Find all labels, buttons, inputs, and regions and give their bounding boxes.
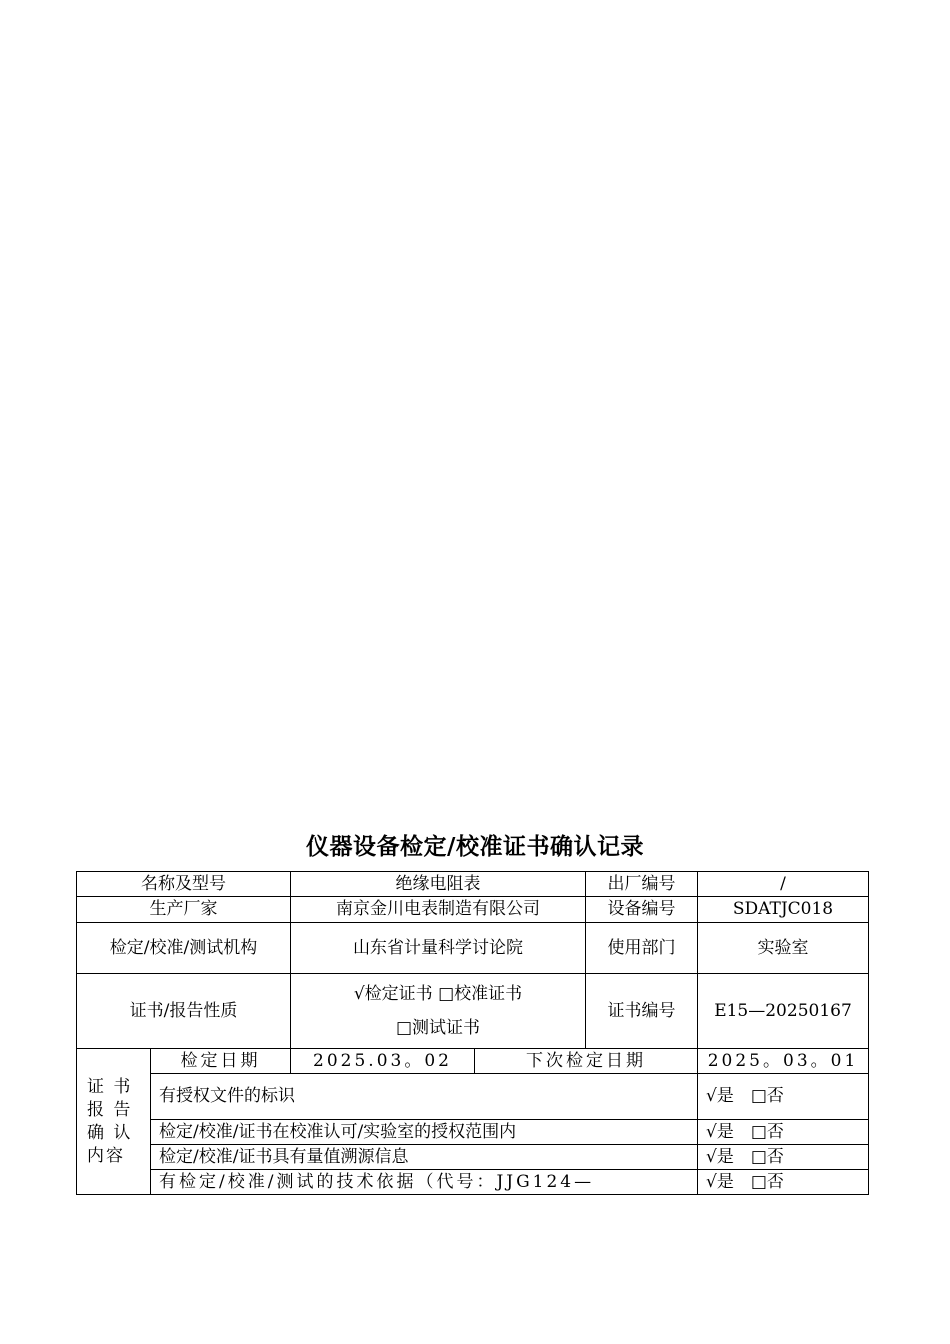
- confirmation-record-table: [76, 871, 869, 1195]
- equipment-no-label: 设备编号: [586, 897, 698, 923]
- next-date-value: 2025。03。01: [698, 1049, 869, 1074]
- confirm-item-row: [77, 1145, 869, 1170]
- confirm-item-row: [77, 1170, 869, 1195]
- confirm-item-check: √是 □否: [698, 1170, 869, 1195]
- nature-options: [291, 974, 586, 1049]
- page-title: 仪器设备检定/校准证书确认记录: [306, 834, 644, 860]
- date-label: 检定日期: [151, 1049, 291, 1074]
- confirm-item-row: [77, 1074, 869, 1120]
- confirm-item-text: 检定/校准/证书具有量值溯源信息: [151, 1145, 698, 1170]
- confirm-item-check: √是 □否: [698, 1145, 869, 1170]
- institution-value: 山东省计量科学讨论院: [291, 923, 586, 974]
- nature-options-line-1: √检定证书 □校准证书: [353, 984, 523, 1004]
- cert-no-value: E15—20250167: [698, 974, 869, 1049]
- department-label: 使用部门: [586, 923, 698, 974]
- confirm-item-row: [77, 1120, 869, 1145]
- next-date-label: 下次检定日期: [475, 1049, 698, 1074]
- factory-no-value: /: [698, 872, 869, 897]
- confirm-item-check: √是 □否: [698, 1120, 869, 1145]
- department-value: 实验室: [698, 923, 869, 974]
- name-value: 绝缘电阻表: [291, 872, 586, 897]
- row-verification-date: [77, 1049, 869, 1074]
- confirm-item-text: 有检定/校准/测试的技术依据（代号：JJG124—: [151, 1170, 698, 1195]
- factory-no-label: 出厂编号: [586, 872, 698, 897]
- row-institution: [77, 923, 869, 974]
- date-value: 2025.03。02: [291, 1049, 475, 1074]
- institution-label: 检定/校准/测试机构: [77, 923, 291, 974]
- manufacturer-label: 生产厂家: [77, 897, 291, 923]
- confirm-content-label: 证 书 报 告 确 认 内容: [77, 1049, 151, 1195]
- confirm-item-text: 有授权文件的标识: [151, 1074, 698, 1120]
- row-name-model: [77, 872, 869, 897]
- nature-label: 证书/报告性质: [77, 974, 291, 1049]
- confirm-item-text: 检定/校准/证书在校准认可/实验室的授权范围内: [151, 1120, 698, 1145]
- name-label: 名称及型号: [77, 872, 291, 897]
- manufacturer-value: 南京金川电表制造有限公司: [291, 897, 586, 923]
- nature-options-line-2: □测试证书: [395, 1018, 481, 1038]
- confirm-item-check: √是 □否: [698, 1074, 869, 1120]
- row-manufacturer: [77, 897, 869, 923]
- row-certificate-nature: [77, 974, 869, 1049]
- cert-no-label: 证书编号: [586, 974, 698, 1049]
- equipment-no-value: SDATJC018: [698, 897, 869, 923]
